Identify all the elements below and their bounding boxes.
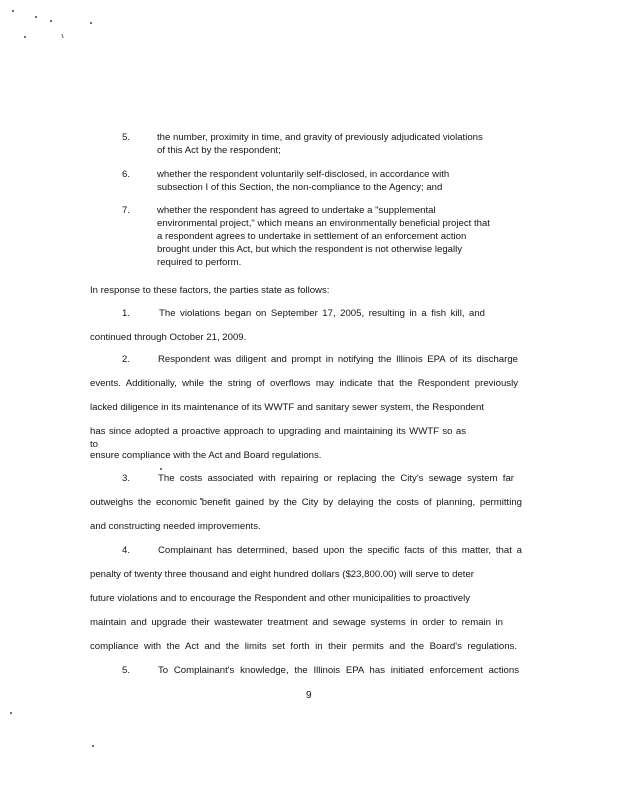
page-number: 9 <box>306 690 312 701</box>
scan-speck <box>92 745 94 747</box>
paragraph-line: ensure compliance with the Act and Board regulations. <box>90 450 322 461</box>
list-item-number: 6. <box>122 169 131 180</box>
scan-speck <box>160 468 162 470</box>
scan-speck <box>90 22 92 24</box>
paragraph-line: Respondent was diligent and prompt in notifying the Illinois EPA of its discharge <box>158 354 518 365</box>
list-item-text: whether the respondent has agreed to undertake a "supplemental environmental project," which means an environmentally beneficial project that a respondent agrees to undertake in settlement of an enforcement action brought under this Act, but which the respondent is not otherwise legally required to perform. <box>157 205 490 268</box>
paragraph-line: penalty of twenty three thousand and eight hundred dollars ($23,800.00) will serve to deter <box>90 569 474 580</box>
scan-speck <box>35 16 37 18</box>
list-item-text: the number, proximity in time, and gravity of previously adjudicated violations of this Act by the respondent; <box>157 132 483 156</box>
paragraph-line: outweighs the economic benefit gained by the City by delaying the costs of planning, permitting <box>90 497 522 508</box>
paragraph-line: The violations began on September 17, 2005, resulting in a fish kill, and <box>159 308 485 319</box>
scan-speck <box>50 20 52 22</box>
paragraph-number: 4. <box>122 545 131 556</box>
paragraph-line: and constructing needed improvements. <box>90 521 261 532</box>
paragraph-number: 3. <box>122 473 131 484</box>
paragraph-line: events. Additionally, while the string of overflows may indicate that the Respondent previously <box>90 378 518 389</box>
paragraph-line: The costs associated with repairing or replacing the City's sewage system far <box>158 473 514 484</box>
scan-speck <box>10 712 12 714</box>
paragraph-line: future violations and to encourage the Respondent and other municipalities to proactively <box>90 593 470 604</box>
paragraph-line: To Complainant's knowledge, the Illinois EPA has initiated enforcement actions <box>158 665 519 676</box>
scan-speck <box>61 34 63 38</box>
paragraph-number: 2. <box>122 354 131 365</box>
scan-speck <box>12 10 14 12</box>
paragraph-number: 5. <box>122 665 131 676</box>
paragraph-line: continued through October 21, 2009. <box>90 332 247 343</box>
list-item-number: 7. <box>122 205 131 216</box>
paragraph-line: compliance with the Act and the limits set forth in their permits and the Board's regulations. <box>90 641 517 652</box>
list-item-text: whether the respondent voluntarily self-disclosed, in accordance with subsection I of this Section, the non-compliance to the Agency; and <box>157 169 450 193</box>
paragraph-line: lacked diligence in its maintenance of its WWTF and sanitary sewer system, the Respondent <box>90 402 484 413</box>
paragraph-line: maintain and upgrade their wastewater treatment and sewage systems in order to remain in <box>90 617 503 628</box>
paragraph-number: 1. <box>122 308 131 319</box>
intro-text: In response to these factors, the parties state as follows: <box>90 285 330 296</box>
list-item-number: 5. <box>122 132 131 143</box>
scan-speck <box>24 36 26 38</box>
paragraph-line: Complainant has determined, based upon the specific facts of this matter, that a <box>158 545 522 556</box>
paragraph-line: has since adopted a proactive approach to upgrading and maintaining its WWTF so as to <box>90 426 466 450</box>
